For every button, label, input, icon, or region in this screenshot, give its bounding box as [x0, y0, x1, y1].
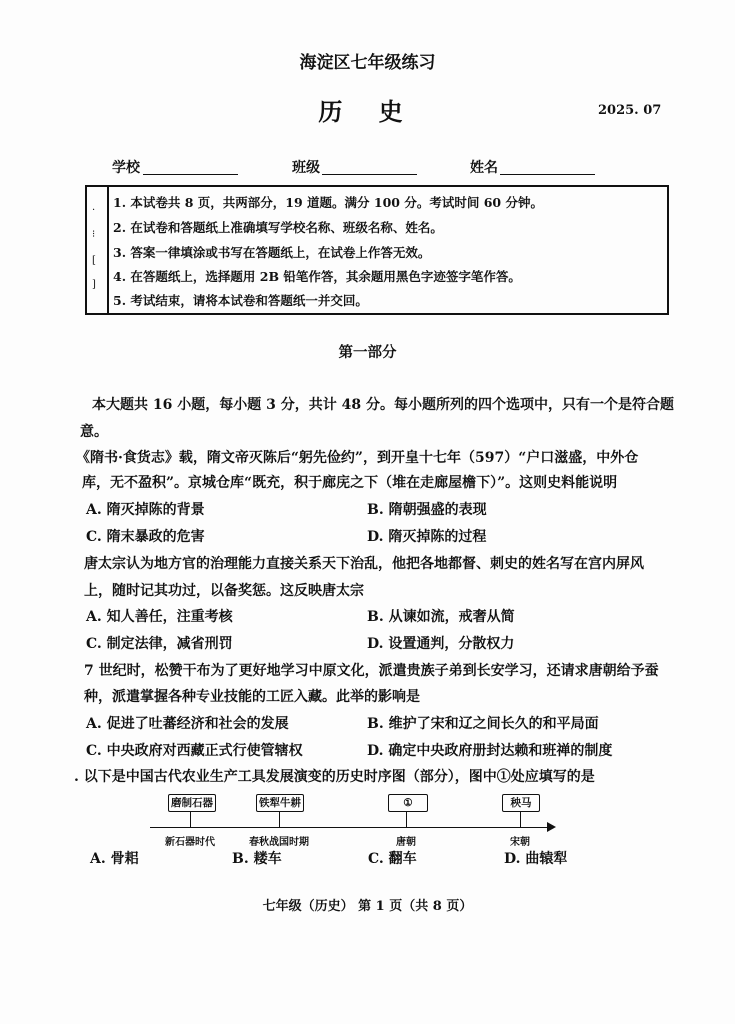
school-blank [143, 174, 238, 175]
question-stem: 《隋书·食货志》载，隋文帝灭陈后“躬先俭约”，到开皇十七年（597）“户口滋盛，中外仓 [76, 450, 639, 466]
option-d[interactable]: D. 曲辕犁 [504, 851, 568, 867]
notice-item: 1. 本试卷共 8 页，共两部分，19 道题。满分 100 分。考试时间 60 分钟。 [113, 195, 543, 210]
class-label: 班级 [292, 160, 320, 176]
notice-item: 4. 在答题纸上，选择题用 2B 铅笔作答，其余题用黑色字迹签字笔作答。 [113, 269, 521, 284]
timeline-tick [406, 811, 407, 827]
option-a[interactable]: A. 知人善任，注重考核 [86, 609, 233, 625]
timeline-axis [150, 827, 550, 828]
timeline-box: 铁犁牛耕 [256, 794, 304, 812]
exam-notice-box [85, 185, 669, 315]
name-label: 姓名 [470, 160, 498, 176]
exam-date: 2025. 07 [598, 103, 662, 118]
option-b[interactable]: B. 隋朝强盛的表现 [367, 502, 487, 518]
subject-title: 历 史 [318, 97, 417, 126]
timeline-box-blank: ① [388, 794, 428, 812]
question-stem: 7 世纪时，松赞干布为了更好地学习中原文化，派遣贵族子弟到长安学习，还请求唐朝给予蚕 [84, 663, 659, 679]
timeline-tick [279, 811, 280, 827]
option-a[interactable]: A. 隋灭掉陈的背景 [86, 502, 205, 518]
timeline-diagram [140, 790, 580, 848]
side-mark: · [92, 205, 96, 216]
option-c[interactable]: C. 隋末暴政的危害 [86, 529, 205, 545]
option-a[interactable]: A. 骨耜 [90, 851, 139, 867]
notice-item: 5. 考试结束，请将本试卷和答题纸一并交回。 [113, 293, 368, 308]
timeline-box: 秧马 [502, 794, 540, 812]
timeline-period: 新石器时代 [165, 837, 215, 848]
question-stem: 唐太宗认为地方官的治理能力直接关系天下治乱，他把各地都督、刺史的姓名写在宫内屏风 [84, 556, 644, 572]
option-b[interactable]: B. 耧车 [232, 851, 282, 867]
option-b[interactable]: B. 从谏如流，戒奢从简 [367, 609, 515, 625]
side-mark: ] [92, 279, 96, 290]
name-blank [500, 174, 595, 175]
option-c[interactable]: C. 翻车 [368, 851, 417, 867]
option-d[interactable]: D. 设置通判，分散权力 [367, 636, 515, 652]
timeline-tick [520, 811, 521, 827]
option-c[interactable]: C. 制定法律，减省刑罚 [86, 636, 233, 652]
side-mark: [ [92, 255, 96, 266]
school-label: 学校 [112, 160, 140, 176]
timeline-box: 磨制石器 [168, 794, 216, 812]
timeline-tick [190, 811, 191, 827]
option-b[interactable]: B. 维护了宋和辽之间长久的和平局面 [367, 716, 599, 732]
question-stem: . 以下是中国古代农业生产工具发展演变的历史时序图（部分），图中①处应填写的是 [74, 769, 595, 785]
arrow-right-icon [547, 822, 556, 832]
question-stem: 种，派遣掌握各种专业技能的工匠入藏。此举的影响是 [84, 689, 420, 705]
intro-line: 意。 [80, 424, 108, 440]
option-a[interactable]: A. 促进了吐蕃经济和社会的发展 [86, 716, 289, 732]
exam-title: 海淀区七年级练习 [299, 53, 436, 73]
option-d[interactable]: D. 隋灭掉陈的过程 [367, 529, 487, 545]
notice-item: 3. 答案一律填涂或书写在答题纸上，在试卷上作答无效。 [113, 245, 431, 260]
option-d[interactable]: D. 确定中央政府册封达赖和班禅的制度 [367, 743, 613, 759]
side-mark: ⁝ [92, 229, 96, 240]
timeline-period: 春秋战国时期 [249, 837, 309, 848]
option-c[interactable]: C. 中央政府对西藏正式行使管辖权 [86, 743, 303, 759]
question-stem: 库，无不盈积”。京城仓库“既充，积于廊庑之下（堆在走廊屋檐下）”。这则史料能说明 [82, 475, 618, 491]
part-title: 第一部分 [338, 344, 397, 361]
timeline-period: 宋朝 [510, 837, 530, 848]
page-footer: 七年级（历史） 第 1 页（共 8 页） [262, 899, 473, 914]
notice-side-column [87, 187, 109, 313]
notice-item: 2. 在试卷和答题纸上准确填写学校名称、班级名称、姓名。 [113, 220, 443, 235]
intro-line: 本大题共 16 小题，每小题 3 分，共计 48 分。每小题所列的四个选项中，只有一个是符合题 [92, 397, 674, 413]
class-blank [322, 174, 417, 175]
question-stem: 上，随时记其功过，以备奖惩。这反映唐太宗 [84, 583, 364, 599]
timeline-period: 唐朝 [396, 837, 416, 848]
